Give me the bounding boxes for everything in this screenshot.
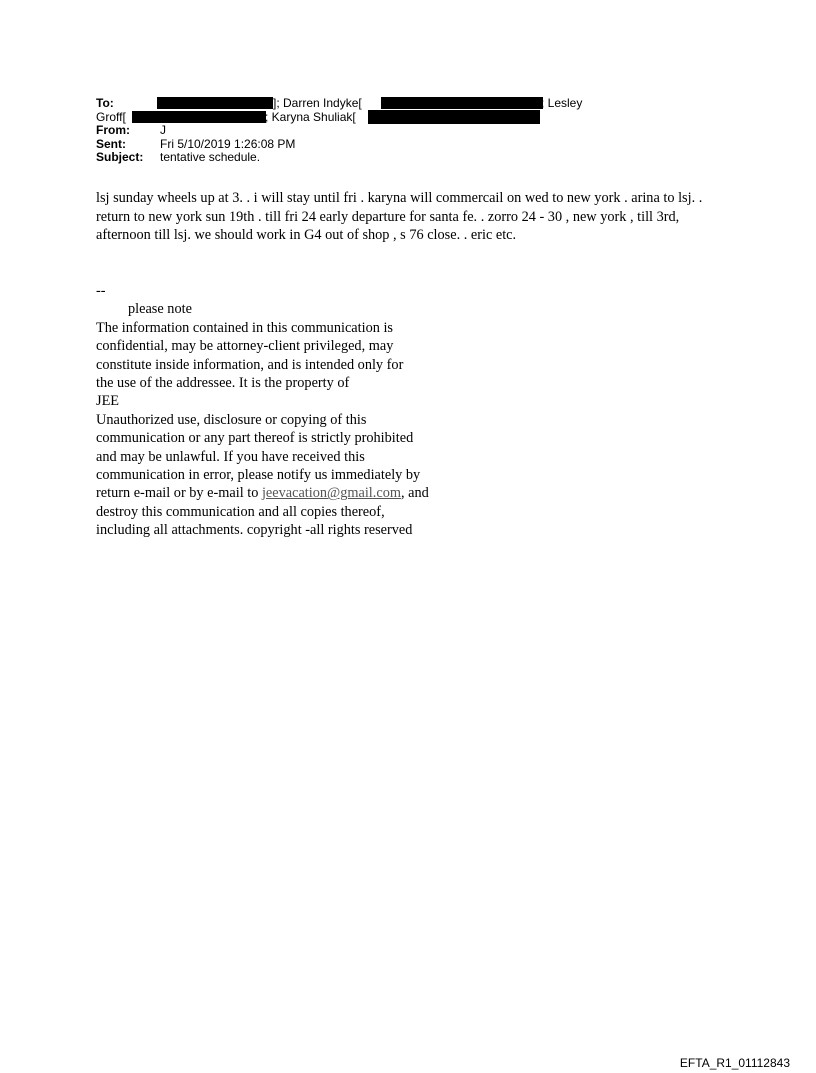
from-label: From:	[96, 123, 130, 137]
sent-line	[96, 138, 736, 152]
from-line	[96, 124, 736, 138]
disclaimer-line: confidential, may be attorney-client privileged, may	[96, 338, 394, 355]
redaction-box	[157, 97, 273, 109]
to-recipient-darren: ]; Darren Indyke[	[273, 96, 362, 110]
disclaimer-line: Unauthorized use, disclosure or copying of this	[96, 411, 367, 428]
disclaimer-line: including all attachments. copyright -all rights reserved	[96, 522, 413, 539]
email-suffix: , and	[400, 485, 429, 502]
to-recipient-karyna: ; Karyna Shuliak[	[265, 109, 356, 124]
disclaimer-line: destroy this communication and all copies thereof,	[96, 503, 385, 520]
to-recipient-groff: Groff[	[96, 109, 126, 124]
to-line	[96, 97, 736, 111]
subject-label: Subject:	[96, 150, 144, 164]
disclaimer-email-line	[96, 484, 476, 502]
to-recipient-lesley: ; Lesley	[541, 96, 583, 110]
redaction-box	[132, 111, 266, 123]
signature-dashes: --	[96, 283, 106, 299]
disclaimer-line: communication or any part thereof is strictly prohibited	[96, 430, 414, 447]
email-prefix: return e-mail or by e-mail to	[96, 485, 262, 502]
email-body	[96, 189, 721, 245]
subject-line	[96, 151, 736, 165]
from-value: J	[160, 123, 166, 137]
disclaimer-line: the use of the addressee. It is the property of	[96, 375, 350, 392]
disclaimer-line: constitute inside information, and is intended only for	[96, 356, 404, 373]
signature-note: please note	[128, 301, 192, 318]
to-line-continued	[96, 111, 736, 125]
subject-value: tentative schedule.	[160, 150, 261, 164]
redaction-box	[368, 110, 540, 124]
signature-block	[96, 282, 476, 540]
sent-label: Sent:	[96, 136, 126, 151]
to-label: To:	[96, 96, 114, 110]
sent-value: Fri 5/10/2019 1:26:08 PM	[160, 136, 296, 151]
body-text: lsj sunday wheels up at 3. . i will stay until fri . karyna will commercail on wed to new york . arina to lsj. . return to new york sun 19th . till fri 24 early departure for santa fe. . zorro 24 - 30 , new york , till 3rd, afternoon till lsj. we should work in G4 out of shop , s 76 close. . eric etc.	[96, 190, 703, 244]
disclaimer-line: JEE	[96, 393, 120, 410]
disclaimer-line: The information contained in this communication is	[96, 319, 393, 336]
disclaimer-line: communication in error, please notify us immediately by	[96, 467, 421, 484]
email-header	[96, 97, 736, 165]
document-id: EFTA_R1_01112843	[679, 1056, 790, 1070]
disclaimer-line: and may be unlawful. If you have received this	[96, 448, 365, 465]
redaction-box	[381, 97, 543, 109]
email-link[interactable]: jeevacation@gmail.com	[261, 485, 401, 502]
